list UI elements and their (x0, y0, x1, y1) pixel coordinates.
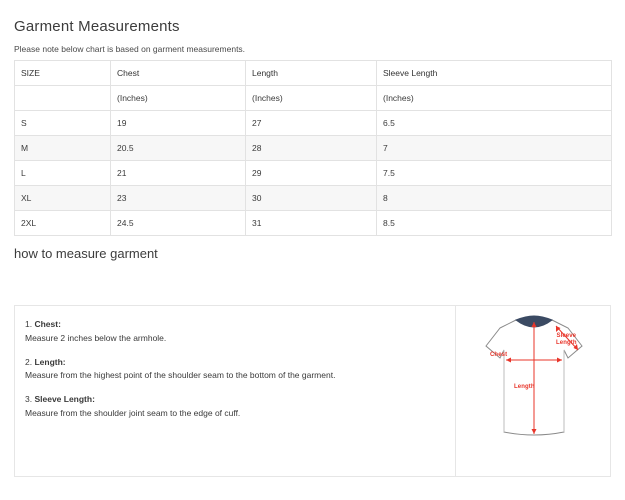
table-units-row (15, 86, 612, 111)
page-title: Garment Measurements (14, 18, 180, 35)
measure-item-desc: Measure from the shoulder joint seam to the edge of cuff. (25, 407, 241, 418)
measure-item-desc: Measure 2 inches below the armhole. (25, 332, 167, 343)
diagram-label-sleeve-length (556, 333, 577, 347)
diagram-label-sleeve-line1: Sleeve (556, 333, 577, 339)
section-title-how-to-measure: how to measure garment (14, 246, 158, 261)
measure-item-label: Sleeve Length: (34, 394, 95, 404)
table-row (15, 186, 612, 211)
measure-item-number: 3. (25, 394, 35, 404)
cell-size: S (15, 111, 111, 136)
column-header-length: Length (246, 61, 377, 86)
cell-chest: 19 (111, 111, 246, 136)
measure-item-label: Length: (34, 356, 66, 367)
table-row (15, 111, 612, 136)
how-to-measure-panel (14, 305, 611, 477)
table-row (15, 136, 612, 161)
table-row (15, 161, 612, 186)
measure-item-label: Chest: (34, 319, 61, 329)
cell-sleeve: 6.5 (377, 111, 612, 136)
measure-item-number: 2. (25, 356, 35, 367)
column-header-chest: Chest (111, 61, 246, 86)
cell-length: 28 (246, 136, 377, 161)
cell-size: 2XL (15, 211, 111, 236)
cell-length: 31 (246, 211, 377, 236)
measure-item-number: 1. (25, 319, 35, 329)
units-cell-chest: (Inches) (111, 86, 246, 111)
diagram-label-chest: Chest (490, 352, 508, 358)
size-chart-table (14, 60, 612, 236)
diagram-label-sleeve-line2: Length (556, 339, 577, 346)
cell-chest: 21 (111, 161, 246, 186)
cell-size: XL (15, 186, 111, 211)
tshirt-diagram (456, 306, 610, 476)
units-cell-sleeve: (Inches) (377, 86, 612, 111)
column-header-size: SIZE (15, 61, 111, 86)
measure-item-length (25, 356, 441, 383)
measure-item-sleeve-length (25, 393, 441, 420)
cell-size: M (15, 136, 111, 161)
cell-sleeve: 7 (377, 136, 612, 161)
cell-sleeve: 8.5 (377, 211, 612, 236)
tshirt-illustration-icon (456, 306, 612, 476)
column-header-sleeve-length: Sleeve Length (377, 61, 612, 86)
units-cell-length: (Inches) (246, 86, 377, 111)
measure-item-chest (25, 318, 441, 345)
table-row (15, 211, 612, 236)
cell-chest: 24.5 (111, 211, 246, 236)
units-cell-size (15, 86, 111, 111)
cell-sleeve: 7.5 (377, 161, 612, 186)
diagram-label-length: Length (514, 384, 535, 390)
cell-size: L (15, 161, 111, 186)
measure-item-desc: Measure from the highest point of the shoulder seam to the bottom of the garment. (25, 370, 336, 381)
cell-chest: 20.5 (111, 136, 246, 161)
chart-note: Please note below chart is based on garment measurements. (14, 44, 246, 54)
cell-length: 30 (246, 186, 377, 211)
cell-chest: 23 (111, 186, 246, 211)
cell-length: 29 (246, 161, 377, 186)
table-header-row (15, 61, 612, 86)
measure-instructions (15, 306, 456, 476)
cell-sleeve: 8 (377, 186, 612, 211)
cell-length: 27 (246, 111, 377, 136)
